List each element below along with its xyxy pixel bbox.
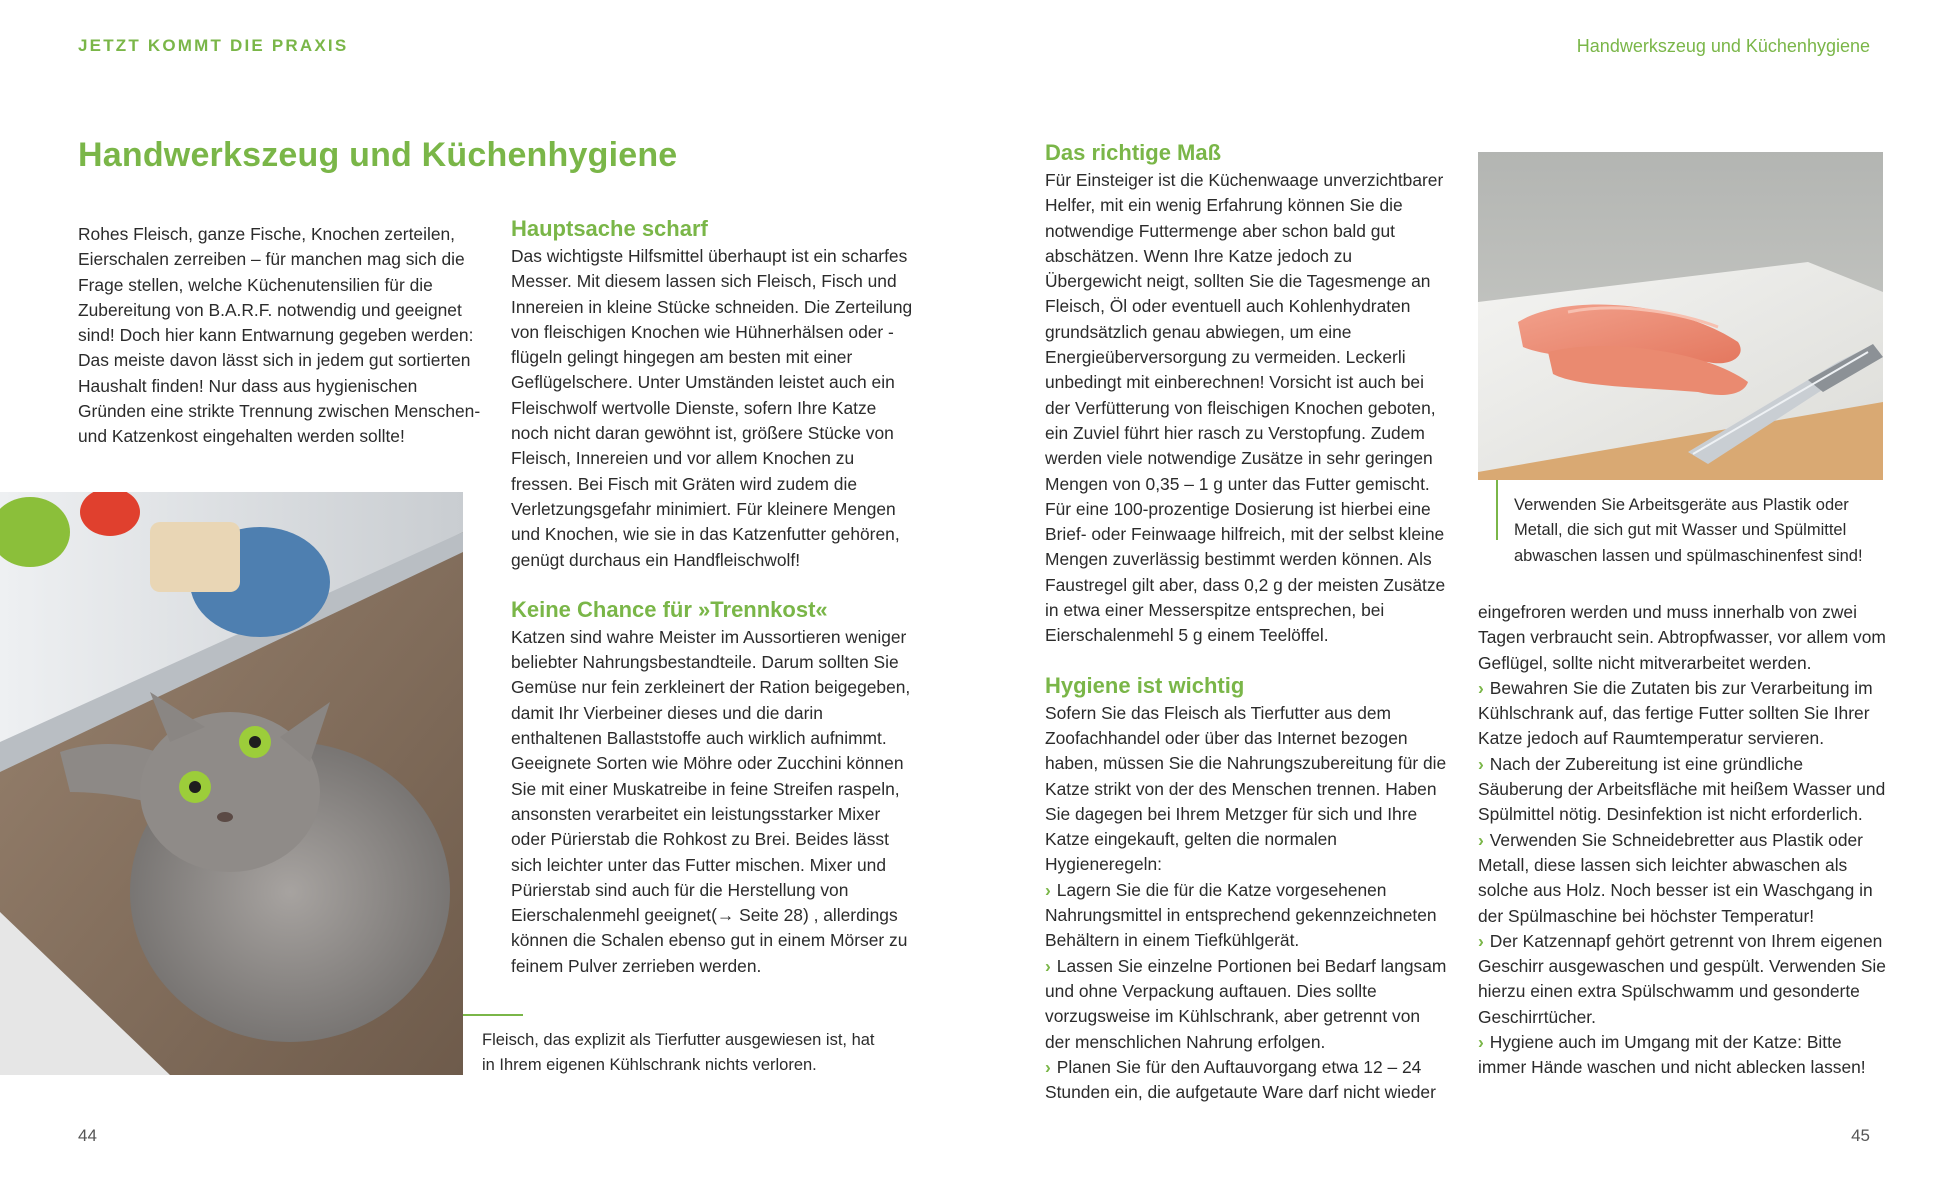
raw-chicken-photo [1478, 152, 1883, 480]
chevron-right-icon: › [1478, 1032, 1484, 1053]
page-number-left: 44 [78, 1126, 97, 1145]
cat-caption-rule [463, 1014, 523, 1016]
chevron-right-icon: › [1045, 879, 1051, 900]
list-item: › Hygiene auch im Umgang mit der Katze: Bitte immer Hände waschen und nicht ablecken lassen! [1478, 1032, 1866, 1078]
heading-richtige-mass: Das richtige Maß [1045, 140, 1222, 165]
column-2 [511, 214, 917, 979]
chevron-right-icon: › [1045, 955, 1051, 976]
cat-caption: Fleisch, das explizit als Tierfutter ausgewiesen ist, hat in Ihrem eigenen Kühlschrank nichts verloren. [482, 1031, 875, 1075]
list-item: › Bewahren Sie die Zutaten bis zur Verarbeitung im Kühlschrank auf, das fertige Futter sollten Sie Ihrer Katze jedoch auf Raumtemperatur servieren. [1478, 677, 1873, 749]
list-item: › Lassen Sie einzelne Portionen bei Bedarf langsam und ohne Verpackung auftauen. Dies sollte vorzugsweise im Kühlschrank, aber getrennt von der menschlichen Nahrung erfolgen. [1045, 955, 1447, 1052]
chapter-title: Handwerkszeug und Küchenhygiene [78, 136, 678, 174]
column-3 [1045, 138, 1450, 1105]
list-item: › Planen Sie für den Auftauvorgang etwa 12 – 24 Stunden ein, die aufgetaute Ware darf nicht wieder [1045, 1056, 1436, 1103]
paragraph-richtige-mass: Für Einsteiger ist die Küchenwaage unverzichtbarer Helfer, mit ein wenig Erfahrung können Sie die notwendige Futtermenge aber schon bald gut abschätzen. Wenn Ihre Katze jedoch zu Übergewicht neigt, sollten Sie die Tagesmenge an Fleisch, Öl oder eventuell auch Kohlenhydraten grundsätzlich genau abwiegen, um eine Energieüberversorgung zu vermeiden. Leckerli unbedingt mit einberechnen! Vorsicht ist auch bei der Verfütterung von fleischigen Knochen geboten, ein Zuviel führt hier rasch zu Verstopfung. Zudem werden viele notwendige Zusätze in sehr geringen Mengen von 0,35 – 1 g unter das Futter gemischt. Für eine 100-prozentige Dosierung ist hierbei eine Brief- oder Feinwaage hilfreich, mit der selbst kleine Mengen zuverlässig bestimmt werden können. Als Faustregel gilt aber, dass 0,2 g der meisten Zusätze in etwa einer Messerspitze entsprechen, bei Eierschalenmehl 5 g einem Teelöffel. [1045, 170, 1446, 646]
chicken-caption-rule [1496, 480, 1498, 540]
column-4 [1478, 600, 1888, 1081]
intro-paragraph: Rohes Fleisch, ganze Fische, Knochen zerteilen, Eierschalen zerreiben – für manchen mag sich die Frage stellen, welche Küchenutensilien für die Zubereitung von B.A.R.F. notwendig und geeignet sind! Doch hier kann Entwarnung gegeben werden: Das meiste davon lässt sich in jedem gut sortierten Haushalt finden! Nur dass aus hygienischen Gründen eine strikte Trennung zwischen Menschen- und Katzenkost eingehalten werden sollte! [78, 224, 481, 447]
page-number-right: 45 [1851, 1126, 1870, 1145]
chevron-right-icon: › [1045, 1056, 1051, 1077]
running-head-left: JETZT KOMMT DIE PRAXIS [78, 36, 349, 55]
list-item: › Verwenden Sie Schneidebretter aus Plastik oder Metall, diese lassen sich leichter abwaschen als solche aus Holz. Noch besser ist ein Waschgang in der Spülmaschine bei höchster Temperatur! [1478, 829, 1873, 926]
paragraph-hygiene: Sofern Sie das Fleisch als Tierfutter aus dem Zoofachhandel oder über das Internet bezogen haben, müssen Sie die Nahrungszubereitung für die Katze strikt von der des Menschen trennen. Haben Sie dagegen bei Ihrem Metzger für sich und Ihre Katze eingekauft, gelten die normalen Hygieneregeln: [1045, 702, 1447, 875]
heading-trennkost: Keine Chance für »Trennkost« [511, 596, 828, 622]
running-head-right: Handwerkszeug und Küchenhygiene [1576, 36, 1870, 56]
chevron-right-icon: › [1478, 753, 1484, 774]
paragraph-hauptsache-scharf: Das wichtigste Hilfsmittel überhaupt ist ein scharfes Messer. Mit diesem lassen sich Fleisch, Fisch und Innereien in kleine Stücke schneiden. Die Zerteilung von fleischigen Knochen wie Hühnerhälsen oder -flügeln gelingt hingegen am besten mit einer Geflügelschere. Unter Umständen leistet auch ein Fleischwolf wertvolle Dienste, sofern Ihre Katze noch nicht daran gewöhnt ist, größere Stücke von Fleisch, Innereien und vor allem Knochen zu fressen. Bei Fisch mit Gräten wird zudem die Verletzungsgefahr minimiert. Für kleinere Mengen und Knochen, wie sie in das Katzenfutter gehören, genügt durchaus ein Handfleischwolf! [511, 246, 913, 570]
intro-column [78, 222, 488, 450]
cat-fridge-photo [0, 492, 463, 1075]
heading-hygiene: Hygiene ist wichtig [1045, 672, 1245, 698]
list-item: › Der Katzennapf gehört getrennt von Ihrem eigenen Geschirr ausgewaschen und gespült. Verwenden Sie hierzu einen extra Spülschwamm und gesonderte Geschirrtücher. [1478, 930, 1886, 1027]
paragraph-continued: eingefroren werden und muss innerhalb von zwei Tagen verbraucht sein. Abtropfwasser, vor allem vom Geflügel, sollte nicht mitverarbeitet werden. [1478, 602, 1886, 673]
chevron-right-icon: › [1478, 829, 1484, 850]
chevron-right-icon: › [1478, 930, 1484, 951]
chevron-right-icon: › [1478, 677, 1484, 698]
heading-hauptsache-scharf: Hauptsache scharf [511, 216, 708, 241]
list-item: › Lagern Sie die für die Katze vorgesehenen Nahrungsmittel in entsprechend gekennzeichneten Behältern in einem Tiefkühlgerät. [1045, 879, 1437, 951]
paragraph-trennkost: Katzen sind wahre Meister im Aussortieren weniger beliebter Nahrungsbestandteile. Darum sollten Sie Gemüse nur fein zerkleinert der Ration beigegeben, damit Ihr Vierbeiner dieses und die darin enthaltenen Ballaststoffe auch wirklich aufnimmt. Geeignete Sorten wie Möhre oder Zucchini können Sie mit einer Muskatreibe in feine Streifen raspeln, ansonsten verarbeitet ein leistungsstarker Mixer oder Pürierstab die Rohkost zu Brei. Beides lässt sich leichter unter das Futter mischen. Mixer und Pürierstab sind auch für die Herstellung von Eierschalenmehl geeignet(→ Seite 28) , allerdings können die Schalen ebenso gut in einem Mörser zu feinem Pulver zerrieben werden. [511, 626, 911, 976]
list-item: › Nach der Zubereitung ist eine gründliche Säuberung der Arbeitsfläche mit heißem Wasser und Spülmittel nötig. Desinfektion ist nicht erforderlich. [1478, 753, 1886, 825]
chicken-caption: Verwenden Sie Arbeitsgeräte aus Plastik oder Metall, die sich gut mit Wasser und Spülmittel abwaschen lassen und spülmaschinenfest sind! [1514, 496, 1863, 565]
